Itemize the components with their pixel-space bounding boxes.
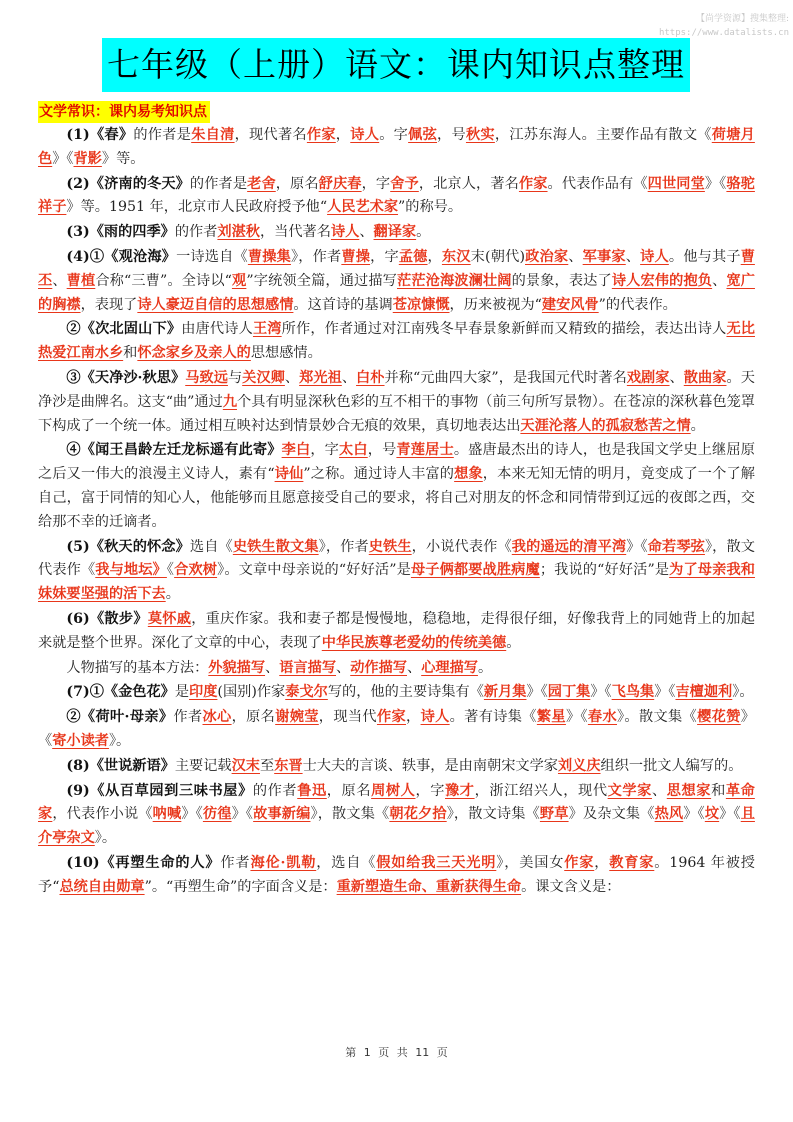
body-text: 》《	[565, 709, 588, 726]
body-text: 》等。1951 年，北京市人民政府授予他“	[66, 199, 328, 216]
lesson-title: (2)《济南的冬天》	[66, 175, 190, 192]
body-text: 。	[477, 659, 493, 676]
lesson-title: (7)①《金色花》	[66, 684, 175, 701]
key-term: 教育家	[609, 854, 655, 871]
body-text: 。盛唐最杰出的诗人，也是我国文学史上继屈原之后又一伟大的浪漫主义诗人，素有“	[38, 442, 755, 483]
body-text: 》，散文代表作《	[38, 538, 755, 579]
key-term: 人民艺术家	[327, 199, 399, 216]
body-text: ，号	[367, 442, 397, 459]
key-term: 总统自由勋章	[59, 878, 145, 895]
key-term: 刘湛秋	[217, 224, 260, 241]
knowledge-paragraph	[38, 755, 755, 779]
body-text: 》《	[626, 538, 648, 555]
key-term: 佩弦	[408, 127, 438, 143]
body-text: 、	[625, 248, 641, 265]
body-text: 的作者是	[133, 127, 192, 143]
body-text: ，	[594, 854, 610, 871]
body-text: 的作者	[252, 782, 298, 799]
body-text: ，现当代	[318, 709, 377, 726]
lesson-title: ③《天净沙·秋思》	[66, 369, 186, 386]
knowledge-paragraph	[38, 367, 755, 438]
key-term: 春水	[587, 709, 617, 726]
body-text: ，表现了	[80, 296, 138, 313]
key-term: 刘义庆	[557, 757, 601, 774]
body-text: 选自《	[189, 538, 233, 555]
body-text: 》《	[52, 150, 74, 167]
body-text: 和	[711, 782, 726, 799]
body-text: ，北京人，著名	[418, 175, 519, 192]
key-term: 太白	[339, 442, 368, 459]
body-text: ”。“再塑生命”的字面含义是：	[144, 878, 337, 895]
body-text: 主要记载	[174, 757, 232, 774]
lesson-title: (6)《散步》	[66, 610, 148, 627]
key-term: 朱自清	[191, 127, 235, 143]
key-term: 园丁集	[547, 684, 591, 701]
body-text: ，历来被视为“	[449, 296, 542, 313]
knowledge-paragraph	[38, 318, 755, 366]
body-text: 是	[174, 684, 190, 701]
body-text: ，字	[370, 248, 399, 265]
body-text: 作者	[173, 709, 203, 726]
body-text: 。1964 年被授予“	[38, 854, 755, 895]
key-term: 郑光祖	[299, 369, 342, 386]
key-term: 骆驼祥子	[38, 175, 755, 216]
key-term: 诗人	[330, 224, 360, 241]
body-text: 、	[406, 659, 422, 676]
body-text: ，	[406, 709, 421, 726]
key-term: 作家	[376, 709, 407, 726]
body-text: 至	[259, 757, 275, 774]
lesson-title: ②《次北固山下》	[66, 321, 182, 338]
body-text: 》及杂文集《	[568, 806, 655, 823]
lesson-title: (9)《从百草园到三味书屋》	[66, 782, 253, 799]
body-text: 。这首诗的基调	[293, 296, 393, 313]
body-text: 。	[416, 224, 431, 241]
body-text: ；我说的“好好活”是	[539, 562, 670, 579]
key-term: 鲁迅	[297, 782, 327, 799]
body-text: 》。散文集《	[616, 709, 698, 726]
key-term: 李白	[281, 442, 311, 459]
key-term: 中华民族尊老爱幼的传统美德	[321, 634, 507, 651]
key-term: 曹操集	[247, 248, 291, 265]
key-term: 老舍	[247, 175, 276, 192]
key-term: 曹操	[341, 248, 371, 265]
body-text: 、	[341, 369, 357, 386]
section-heading: 文学常识：课内易考知识点	[38, 101, 210, 123]
key-term: 坟	[704, 806, 720, 823]
key-term: 诗人	[420, 709, 450, 726]
key-term: 朝花夕拾	[389, 806, 447, 823]
lesson-title: (5)《秋天的怀念》	[66, 538, 190, 555]
key-term: 寄小读者	[52, 732, 109, 749]
key-term: 秋实	[465, 127, 495, 143]
key-term: 文学家	[607, 782, 652, 799]
body-text: 。字	[379, 127, 409, 143]
key-term: 曹丕	[38, 248, 755, 289]
body-text: 写的，他的主要诗集有《	[327, 684, 484, 701]
key-term: 王湾	[252, 321, 282, 338]
key-term: 新月集	[483, 684, 527, 701]
key-term: 四世同堂	[647, 175, 705, 192]
key-term: 史铁生散文集	[232, 538, 319, 555]
key-term: 外貌描写	[208, 659, 266, 676]
body-text: 和	[123, 345, 138, 362]
key-term: 关汉卿	[242, 369, 285, 386]
lesson-title: (3)《雨的四季》	[66, 224, 175, 241]
key-term: 想象	[454, 466, 483, 483]
body-text: ，	[427, 248, 442, 265]
body-text: 合称“三曹”。全诗以“	[95, 272, 232, 289]
body-text: ”的称号。	[398, 199, 463, 216]
body-text: ”的代表作。	[598, 296, 677, 313]
body-text: ，原名	[231, 709, 276, 726]
key-term: 荷塘月色	[38, 127, 755, 167]
lesson-title: (8)《世说新语》	[66, 757, 175, 774]
body-text: ，选自《	[316, 854, 377, 871]
key-term: 作家	[518, 175, 548, 192]
body-text: ”字统领全篇，通过描写	[246, 272, 397, 289]
key-term: 茫茫沧海波澜壮阔	[397, 272, 512, 289]
body-text: 》，散文集《	[310, 806, 390, 823]
key-term: 舍予	[390, 175, 419, 192]
key-term: 泰戈尔	[285, 684, 328, 701]
body-text: 》《	[704, 175, 727, 192]
knowledge-paragraph	[38, 221, 755, 245]
body-text: 的景象，表达了	[511, 272, 612, 289]
body-text: 》，作者	[290, 248, 342, 265]
body-text: ，浙江绍兴人，现代	[474, 782, 608, 799]
body-text: (国别)作家	[217, 684, 286, 701]
body-text: 。	[165, 586, 180, 603]
body-text: 、	[359, 224, 374, 241]
watermark	[659, 12, 789, 40]
body-text: 》《	[231, 806, 254, 823]
key-term: 马致远	[185, 369, 228, 386]
body-text: 》。文章中母亲说的“好好活”是	[217, 562, 411, 579]
knowledge-paragraph	[38, 681, 755, 705]
key-term: 呐喊	[152, 806, 182, 823]
body-text: 》，散文诗集《	[446, 806, 540, 823]
key-term: 背影	[73, 150, 102, 167]
key-term: 曹植	[66, 272, 96, 289]
knowledge-paragraph	[38, 173, 755, 221]
key-term: 翻译家	[373, 224, 417, 241]
key-term: 散曲家	[683, 369, 727, 386]
key-term: 我与地坛》	[95, 562, 167, 579]
key-term: 我的遥远的清平湾	[511, 538, 627, 555]
body-text: ，重庆作家。我和妻子都是慢慢地，稳稳地，走得很仔细，好像我背上的同她背上的加起来就是整个世界。深化了文章的中心，表现了	[38, 610, 755, 651]
key-term: 诗人	[350, 127, 380, 143]
body-text: 、	[568, 248, 583, 265]
body-text: ”之称。通过诗人丰富的	[303, 466, 455, 483]
body-text: 的作者	[174, 224, 218, 241]
key-term: 观	[231, 272, 247, 289]
key-term: 繁星	[536, 709, 566, 726]
key-term: 飞鸟集	[611, 684, 655, 701]
key-term: 彷徨	[202, 806, 232, 823]
key-term: 东晋	[274, 757, 303, 774]
key-term: 诗人	[640, 248, 669, 265]
key-term: 军事家	[582, 248, 626, 265]
key-term: 革命家	[38, 782, 755, 823]
lesson-title: (4)①《观沧海》	[66, 248, 177, 265]
body-text: 。代表作品有《	[547, 175, 648, 192]
key-term: 吉檀迦利	[675, 684, 733, 701]
key-term: 史铁生	[368, 538, 412, 555]
key-term: 母子俩都要战胜病魔	[410, 562, 540, 579]
body-text: 》《	[719, 806, 741, 823]
key-term: 怀念家乡及亲人的	[137, 345, 251, 362]
body-text: 、	[651, 782, 667, 799]
key-term: 冰心	[202, 709, 232, 726]
body-text: ，号	[437, 127, 466, 143]
key-term: 命若琴弦	[647, 538, 705, 555]
document-title: 七年级（上册）语文：课内知识点整理	[102, 38, 690, 92]
watermark-url: https://www.datalists.cn	[658, 28, 789, 38]
knowledge-paragraph	[38, 439, 755, 534]
lesson-title: ④《闻王昌龄左迁龙标遥有此寄》	[66, 442, 282, 459]
body-text: ，当代著名	[259, 224, 331, 241]
key-term: 东汉	[441, 248, 471, 265]
knowledge-paragraph	[38, 124, 755, 172]
body-text: ，江苏东海人。主要作品有散文《	[494, 127, 712, 143]
key-term: 无比热爱江南水乡	[38, 321, 755, 362]
body-text: ，小说代表作《	[411, 538, 512, 555]
key-term: 印度	[189, 684, 218, 701]
key-term: 九	[222, 393, 238, 410]
watermark-source: 【尚学资源】搜集整理:	[695, 14, 789, 24]
body-text: 。课文含义是：	[521, 878, 621, 895]
body-text: 。著有诗集《	[449, 709, 537, 726]
body-text: 》。	[108, 732, 131, 749]
body-text: 与	[227, 369, 243, 386]
key-term: 宽广的胸襟	[38, 272, 755, 313]
body-text: 《	[166, 562, 175, 579]
knowledge-paragraph	[38, 536, 755, 607]
body-text: ，原名	[326, 782, 372, 799]
key-term: 野草	[539, 806, 569, 823]
knowledge-paragraph	[38, 852, 755, 900]
body-text: 个具有明显深秋色彩的互不相干的事物（前三句所写景物）。在苍凉的深秋暮色笼罩下构成了一个统一体。通过相互映衬达到情景妙合无痕的效果，真切地表达出	[38, 393, 755, 434]
key-term: 诗仙	[274, 466, 304, 483]
key-term: 思想家	[666, 782, 712, 799]
body-text: 所作，作者通过对江南残冬早春景象新鲜而又精致的描绘，表达出诗人	[281, 321, 727, 338]
body-text: 的作者是	[189, 175, 248, 192]
body-text: 、	[284, 369, 300, 386]
body-text: 由唐代诗人	[181, 321, 253, 338]
knowledge-paragraph	[38, 246, 755, 317]
body-text: 。	[506, 634, 521, 651]
body-text: 。他与其子	[668, 248, 741, 265]
knowledge-paragraph	[38, 780, 755, 851]
body-text: ，字	[310, 442, 340, 459]
lesson-title: (10)《再塑生命的人》	[66, 854, 221, 871]
key-term: 建安风骨	[541, 296, 599, 313]
body-text: ，原名	[275, 175, 319, 192]
lesson-title: ②《荷叶·母亲》	[66, 709, 174, 726]
key-term: 作家	[306, 127, 336, 143]
body-text: 人物描写的基本方法：	[66, 659, 209, 676]
knowledge-paragraph	[38, 657, 755, 681]
document-body	[38, 124, 755, 900]
key-term: 白朴	[356, 369, 385, 386]
body-text: 、	[265, 659, 280, 676]
body-text: 》。	[732, 684, 754, 701]
key-term: 诗人宏伟的抱负	[611, 272, 713, 289]
body-text: 》《	[683, 806, 705, 823]
body-text: 、	[52, 272, 67, 289]
key-term: 苍凉慷慨	[392, 296, 450, 313]
body-text: 思想感情。	[250, 345, 322, 362]
key-term: 樱花赞	[697, 709, 741, 726]
body-text: 》《	[181, 806, 203, 823]
key-term: 合欢树	[174, 562, 218, 579]
key-term: 为了母亲我和妹妹要坚强的活下去	[38, 562, 755, 603]
key-term: 天涯沦落人的孤寂愁苦之情	[520, 417, 691, 434]
body-text: 、	[712, 272, 727, 289]
body-text: 士大夫的言谈、轶事，是由南朝宋文学家	[302, 757, 558, 774]
body-text: ，现代著名	[234, 127, 307, 143]
body-text: ，字	[361, 175, 391, 192]
body-text: 。天净沙是曲牌名。这支“曲”通过	[38, 369, 755, 410]
lesson-title: (1)《春》	[66, 127, 134, 143]
body-text: ，本来无知无情的明月，竟变成了一个了解自己，富于同情的知心人，他能够而且愿意接受自己的要求，将自己对朋友的怀念和同情带到辽远的夜郎之西，交给那不幸的迁谪者。	[38, 466, 755, 530]
body-text: ，	[335, 127, 351, 143]
key-term: 且介亭杂文	[38, 806, 755, 847]
key-term: 心理描写	[421, 659, 478, 676]
body-text: 》《	[526, 684, 548, 701]
key-term: 假如给我三天光明	[376, 854, 497, 871]
body-text: 末(朝代)	[470, 248, 525, 265]
key-term: 谢婉莹	[275, 709, 319, 726]
key-term: 作家	[564, 854, 595, 871]
key-term: 海伦·凯勒	[250, 854, 317, 871]
body-text: ，代表作小说《	[52, 806, 153, 823]
body-text: 、	[669, 369, 684, 386]
body-text: 并称“元曲四大家”，是我国元代时著名	[384, 369, 627, 386]
key-term: 政治家	[525, 248, 569, 265]
key-term: 诗人豪迈自信的思想感情	[137, 296, 294, 313]
key-term: 豫才	[445, 782, 475, 799]
key-term: 莫怀戚	[147, 610, 192, 627]
body-text: 、	[336, 659, 351, 676]
body-text: 》，作者	[318, 538, 369, 555]
body-text: 。	[690, 417, 705, 434]
body-text: 》等。	[101, 150, 145, 167]
body-text: 一诗选自《	[176, 248, 248, 265]
key-term: 动作描写	[350, 659, 407, 676]
body-text: 作者	[220, 854, 251, 871]
body-text: 》，美国女	[496, 854, 565, 871]
key-term: 热风	[654, 806, 684, 823]
knowledge-paragraph	[38, 608, 755, 656]
key-term: 孟德	[398, 248, 428, 265]
body-text: 》《	[38, 709, 755, 749]
key-term: 青莲居士	[396, 442, 454, 459]
body-text: ，字	[415, 782, 446, 799]
key-term: 故事新编	[253, 806, 311, 823]
key-term: 重新塑造生命、重新获得生命	[336, 878, 522, 895]
body-text: 》《	[590, 684, 612, 701]
key-term: 戏剧家	[626, 369, 670, 386]
key-term: 周树人	[371, 782, 416, 799]
knowledge-paragraph	[38, 706, 755, 754]
page-number: 第 1 页 共 11 页	[345, 1046, 448, 1059]
body-text: 》。	[94, 830, 117, 847]
key-term: 舒庆春	[318, 175, 362, 192]
body-text: 组织一批文人编写的。	[600, 757, 743, 774]
key-term: 语言描写	[279, 659, 337, 676]
key-term: 汉末	[231, 757, 260, 774]
body-text: 》《	[654, 684, 676, 701]
